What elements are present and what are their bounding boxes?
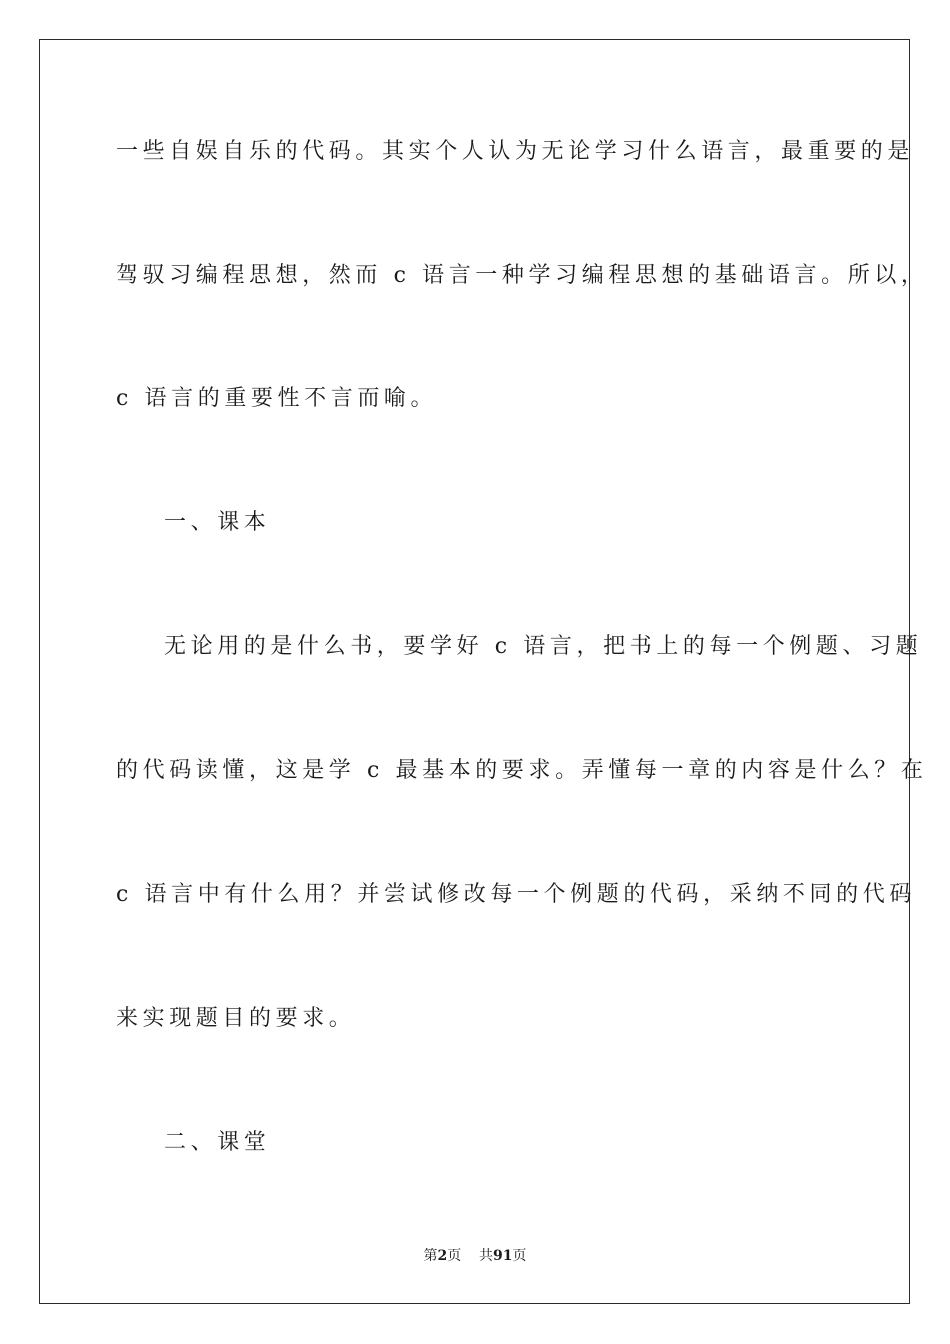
footer-page-number: 2 — [437, 1248, 448, 1264]
body-text-line-4: 无论用的是什么书，要学好 c 语言，把书上的每一个例题、习题 — [164, 634, 923, 659]
page-border — [39, 39, 910, 1304]
page-footer — [0, 1246, 950, 1266]
footer-total-suffix: 页 — [512, 1248, 527, 1264]
body-text-line-6: c 语言中有什么用？并尝试修改每一个例题的代码，采纳不同的代码 — [116, 882, 916, 907]
section-heading-textbook: 一、课本 — [164, 510, 271, 535]
body-text-line-5: 的代码读懂，这是学 c 最基本的要求。弄懂每一章的内容是什么？在 — [116, 758, 928, 783]
body-text-line-7: 来实现题目的要求。 — [116, 1006, 356, 1031]
section-heading-classroom: 二、课堂 — [164, 1130, 271, 1155]
body-text-line-1: 一些自娱自乐的代码。其实个人认为无论学习什么语言，最重要的是 — [116, 139, 915, 164]
body-text-line-2: 驾驭习编程思想，然而 c 语言一种学习编程思想的基础语言。所以， — [116, 263, 928, 288]
footer-total-prefix: 共 — [479, 1248, 494, 1264]
body-text-line-3: c 语言的重要性不言而喻。 — [116, 386, 438, 411]
footer-page-suffix: 页 — [447, 1248, 462, 1264]
footer-total-pages: 91 — [493, 1248, 513, 1264]
footer-page-prefix: 第 — [423, 1248, 438, 1264]
